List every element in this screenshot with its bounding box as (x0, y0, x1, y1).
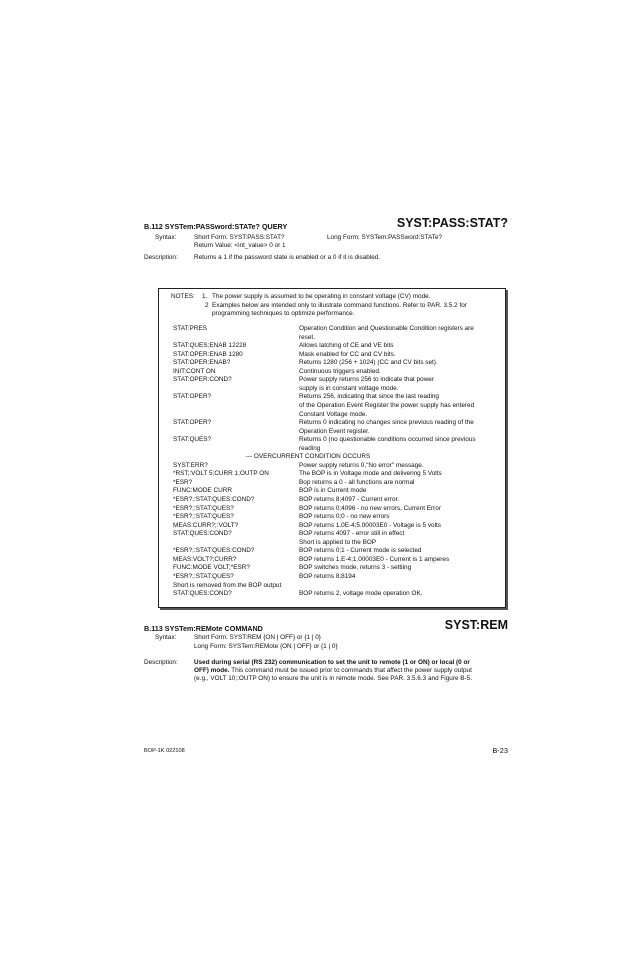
notes-row-description: Returns 256, indicating that since the last reading (299, 393, 439, 401)
notes-row-command: STAT:OPER? (173, 419, 212, 427)
note-2-number: 2 (205, 302, 209, 309)
b113-syntax-label: Syntax: (155, 634, 177, 641)
notes-row-command: *ESR?;:STAT:QUES:COND? (173, 547, 255, 555)
notes-row-command: INIT:CONT ON (173, 367, 216, 375)
b113-short-form: Short Form: SYST:REM {ON | OFF} or {1 | 0} (194, 634, 321, 641)
notes-row-description: Operation Condition and Questionable Condition registers are (299, 325, 474, 332)
footer-doc-id: BOP-1K 022108 (144, 748, 185, 754)
notes-row-description: Returns 0 indicating no changes since previous reading of the (299, 419, 474, 427)
notes-row-description: reading (299, 444, 321, 452)
notes-row-command: STAT:OPER:COND? (173, 376, 232, 384)
notes-row-command: SYST:ERR? (173, 461, 208, 469)
notes-row-description: Power supply returns 256 to indicate that power (299, 376, 434, 384)
b113-description-label: Description: (144, 659, 178, 666)
notes-row-description: BOP switches mode, returns 3 - settling (299, 564, 412, 572)
notes-row-description: Constant Voltage mode. (299, 410, 368, 418)
notes-row-description: Continuous triggers enabled. (299, 367, 381, 375)
note-2-text-line1: Examples below are intended only to illustrate command functions. Refer to PAR. 3.5.2 for (212, 302, 467, 309)
notes-row-command: *RST;:VOLT 5;CURR 1;OUTP ON (173, 470, 269, 478)
notes-row-description: The BOP is in Voltage mode and delivering 5 Volts (299, 470, 442, 478)
notes-row-command: STAT:QUES:ENAB 12228 (173, 342, 247, 350)
notes-row-description: reset. (299, 333, 315, 341)
footer-page-number: B-23 (492, 746, 508, 755)
notes-row-description: BOP returns 8;4097 - Current error. (299, 496, 400, 503)
notes-row-center-text: --- OVERCURRENT CONDITION OCCURS (245, 453, 371, 461)
notes-row-description: Returns 0 (no questionable conditions occurred since previous (299, 436, 476, 444)
b112-syntax-label: Syntax: (155, 234, 177, 241)
notes-row-command: STAT:QUES:COND? (173, 530, 232, 538)
notes-row-command: STAT:OPER:ENAB? (173, 359, 231, 367)
b113-description-line3: (e.g., VOLT 10;:OUTP ON) to ensure the unit is in remote mode. See PAR. 3.5.6.3 and Figure B-5. (194, 675, 473, 682)
notes-row-command: MEAS:VOLT?;CURR? (173, 555, 237, 563)
notes-row-command: Short is removed from the BOP output (173, 581, 282, 589)
notes-row-description: BOP is in Current mode (299, 487, 367, 495)
note-1-text: The power supply is assumed to be operating in constant voltage (CV) mode. (212, 293, 431, 300)
notes-row-description: Bop returns a 0 - all functions are normal (299, 478, 415, 486)
b112-short-command: SYST:PASS:STAT? (396, 216, 508, 230)
notes-row-description: Short is applied to the BOP (299, 538, 377, 546)
notes-row-description: BOP returns 8;8194 (299, 572, 356, 580)
b113-heading: B.113 SYSTem:REMote COMMAND (144, 624, 263, 633)
note-2-text-line2: programming techniques to optimize performance. (212, 310, 355, 317)
b113-description-line1: Used during serial (RS 232) communication to set the unit to remote (1 or ON) or local (0 or (194, 659, 470, 666)
b112-short-form: Short Form: SYST:PASS:STAT? (194, 234, 285, 241)
b113-long-form: Long Form: SYSTem:REMote {ON | OFF} or {1 | 0} (194, 643, 338, 650)
notes-row-description: BOP returns 1.0E-4;5.00003E0 - Voltage is 5 volts (299, 521, 441, 529)
notes-row-description: Operation Event register. (299, 427, 370, 435)
notes-row-command: STAT:PRES (173, 325, 207, 332)
b112-description: Returns a 1 if the password state is enabled or a 0 if it is disabled. (194, 254, 381, 261)
notes-row-description: BOP returns 0;0 - no new errors (299, 513, 390, 521)
notes-row-command: STAT:OPER:ENAB 1280 (173, 350, 243, 358)
b113-short-command: SYST:REM (444, 618, 508, 632)
notes-row-command: FUNC:MODE VOLT;*ESR? (173, 564, 250, 572)
notes-row-command: *ESR?;:STAT:QUES? (173, 513, 234, 521)
notes-box (158, 288, 506, 608)
b113-description-line2-rest: This command must be issued prior to commands that affect the power supply output (229, 667, 472, 674)
notes-row-command: *ESR?;:STAT:QUES:COND? (173, 496, 255, 503)
notes-row-description: BOP returns 0;1 - Current mode is selected (299, 547, 422, 555)
notes-row-description: Power supply returns 0,"No error" message. (299, 461, 424, 469)
b113-description-bold-end: OFF) mode. (194, 667, 230, 674)
notes-row-description: BOP returns 2, voltage mode operation OK. (299, 590, 423, 598)
notes-row-command: MEAS:CURR?;:VOLT? (173, 521, 239, 529)
notes-row-description: Mask enabled for CC and CV bits. (299, 350, 396, 358)
notes-row-command: STAT:QUES:COND? (173, 590, 232, 598)
notes-row-command: *ESR?;:STAT:QUES? (173, 504, 234, 512)
notes-row-description: of the Operation Event Register the power supply has entered (299, 401, 475, 409)
note-1-number: 1. (202, 293, 208, 300)
notes-row-command: STAT:OPER? (173, 393, 212, 401)
notes-row-command: STAT:QUES? (173, 436, 212, 444)
notes-row-command: *ESR? (173, 478, 193, 486)
b112-return-value: Return Value: <int_value> 0 or 1 (194, 242, 286, 249)
b112-description-label: Description: (144, 254, 178, 261)
notes-row-command: *ESR?;:STAT:QUES? (173, 572, 234, 580)
notes-row-description: BOP returns 0;4096 - no new errors, Current Error (299, 504, 441, 512)
notes-row-description: BOP returns 4097 - error still in effect (299, 530, 405, 538)
b112-long-form: Long Form: SYSTem:PASSword:STATe? (327, 234, 443, 241)
notes-row (159, 590, 505, 599)
notes-row-description: BOP returns 1.E-4;1.00003E0 - Current is 1 amperes (299, 555, 450, 563)
notes-row-description: supply is in constant voltage mode. (299, 384, 399, 392)
notes-label: NOTES: (171, 293, 195, 300)
notes-row-description: Returns 1280 (256 + 1024) (CC and CV bits set). (299, 359, 438, 367)
notes-row-description: Allows latching of CE and VE bits (299, 342, 394, 350)
b112-heading: B.112 SYSTem:PASSword:STATe? QUERY (144, 222, 288, 231)
notes-row-command: FUNC:MODE CURR (173, 487, 232, 495)
